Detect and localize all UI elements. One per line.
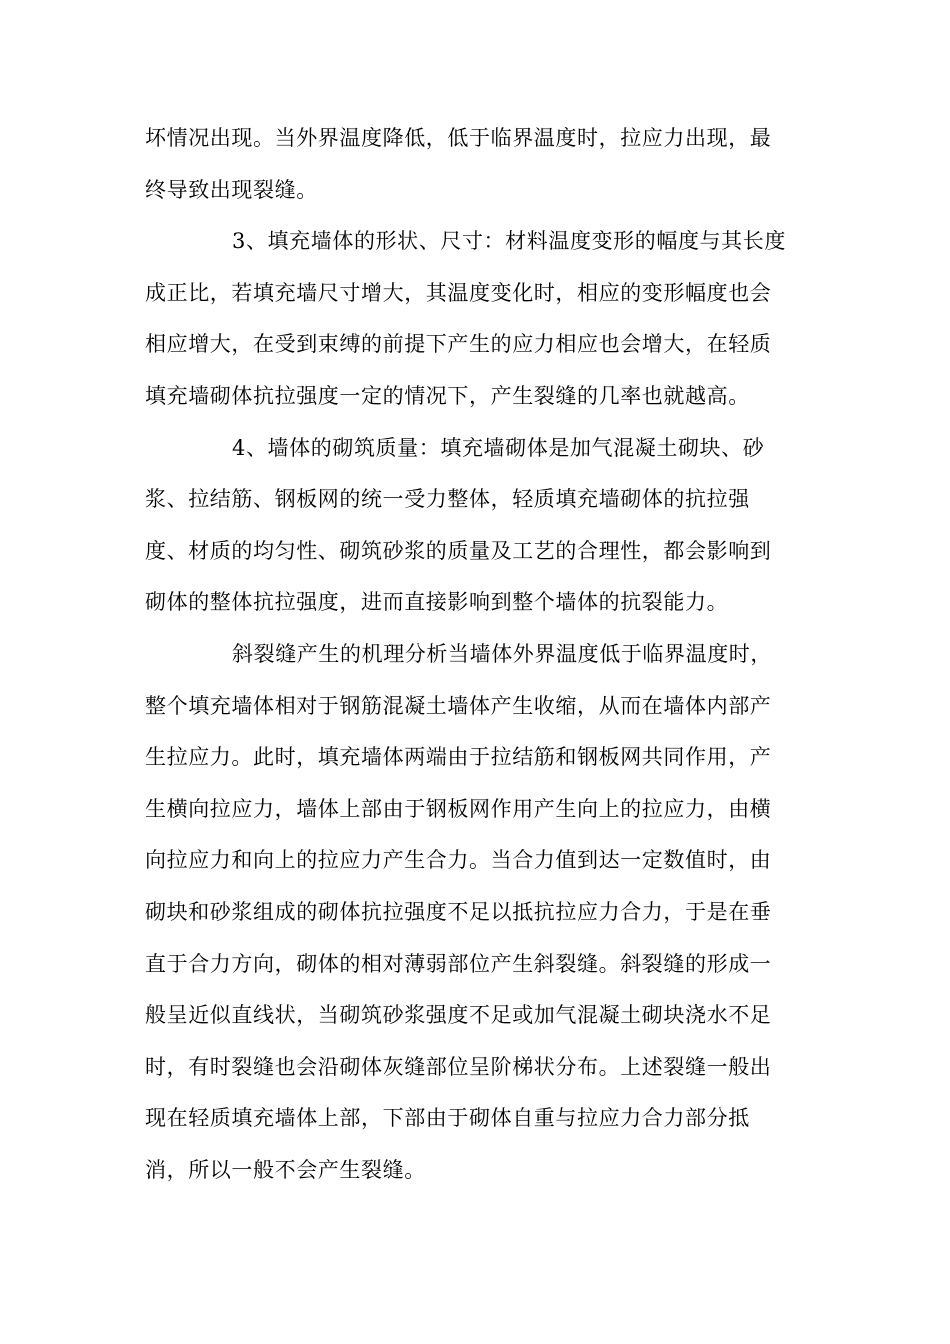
text-line: 时，有时裂缝也会沿砌体灰缝部位呈阶梯状分布。上述裂缝一般出 bbox=[145, 1054, 772, 1079]
text-line: 终导致出现裂缝。 bbox=[145, 177, 318, 202]
text-line: 向拉应力和向上的拉应力产生合力。当合力值到达一定数值时，由 bbox=[145, 848, 772, 873]
text-line: 填充墙砌体抗拉强度一定的情况下，产生裂缝的几率也就越高。 bbox=[145, 383, 750, 408]
text-line: 生横向拉应力，墙体上部由于钢板网作用产生向上的拉应力，由横 bbox=[145, 796, 772, 821]
text-line: 般呈近似直线状，当砌筑砂浆强度不足或加气混凝土砌块浇水不足 bbox=[145, 1003, 772, 1028]
document-body bbox=[145, 113, 805, 1196]
text-line: 3、填充墙体的形状、尺寸：材料温度变形的幅度与其长度 bbox=[232, 229, 786, 254]
text-line: 浆、拉结筋、钢板网的统一受力整体，轻质填充墙砌体的抗拉强 bbox=[145, 487, 750, 512]
text-line: 消，所以一般不会产生裂缝。 bbox=[145, 1157, 426, 1182]
text-line: 生拉应力。此时，填充墙体两端由于拉结筋和钢板网共同作用，产 bbox=[145, 745, 772, 770]
text-line: 现在轻质填充墙体上部，下部由于砌体自重与拉应力合力部分抵 bbox=[145, 1106, 750, 1131]
text-line: 坏情况出现。当外界温度降低，低于临界温度时，拉应力出现，最 bbox=[145, 126, 772, 150]
text-line: 砌体的整体抗拉强度，进而直接影响到整个墙体的抗裂能力。 bbox=[145, 590, 729, 615]
text-line: 砌块和砂浆组成的砌体抗拉强度不足以抵抗拉应力合力，于是在垂 bbox=[145, 899, 772, 924]
text-line: 4、墙体的砌筑质量：填充墙砌体是加气混凝土砌块、砂 bbox=[232, 435, 765, 460]
text-line: 成正比，若填充墙尺寸增大，其温度变化时，相应的变形幅度也会 bbox=[145, 280, 772, 305]
text-line: 斜裂缝产生的机理分析当墙体外界温度低于临界温度时， bbox=[232, 641, 772, 666]
text-line: 相应增大，在受到束缚的前提下产生的应力相应也会增大，在轻质 bbox=[145, 332, 772, 357]
text-line: 直于合力方向，砌体的相对薄弱部位产生斜裂缝。斜裂缝的形成一 bbox=[145, 951, 772, 976]
text-line: 度、材质的均匀性、砌筑砂浆的质量及工艺的合理性，都会影响到 bbox=[145, 538, 772, 563]
text-line: 整个填充墙体相对于钢筋混凝土墙体产生收缩，从而在墙体内部产 bbox=[145, 693, 772, 718]
